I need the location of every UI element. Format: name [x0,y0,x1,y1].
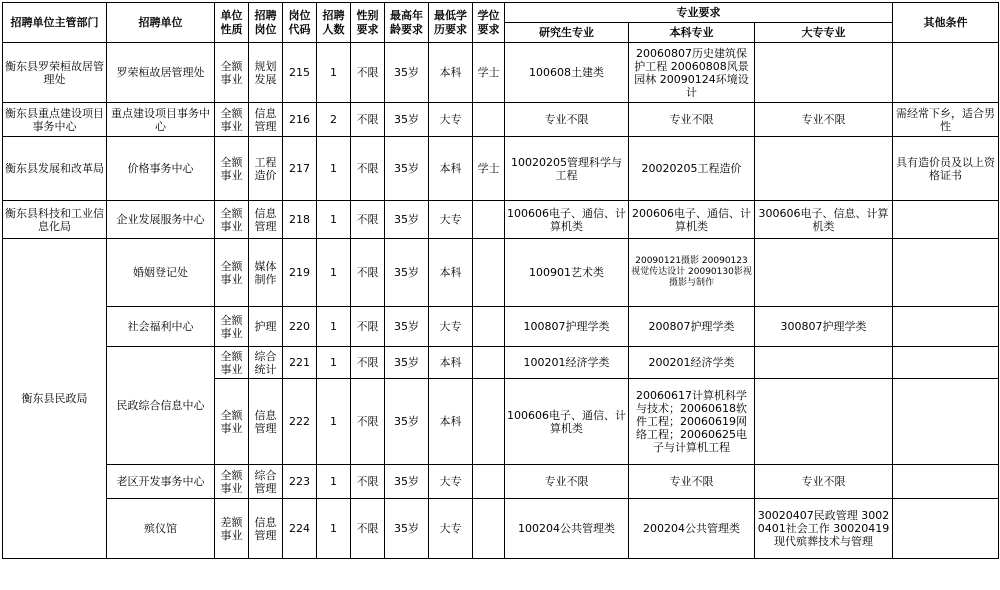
cell-grad: 100901艺术类 [505,239,629,307]
header-gender: 性别要求 [351,3,385,43]
cell-gender: 不限 [351,379,385,465]
cell-edu: 大专 [429,103,473,137]
cell-age: 35岁 [385,201,429,239]
cell-gender: 不限 [351,201,385,239]
cell-post: 工程造价 [249,137,283,201]
cell-gender: 不限 [351,137,385,201]
cell-count: 1 [317,307,351,347]
cell-bachelor: 200204公共管理类 [629,499,755,559]
cell-gender: 不限 [351,103,385,137]
cell-count: 1 [317,43,351,103]
cell-gender: 不限 [351,499,385,559]
cell-college [755,43,893,103]
cell-degree [473,379,505,465]
cell-college: 专业不限 [755,103,893,137]
header-other: 其他条件 [893,3,999,43]
cell-edu: 大专 [429,465,473,499]
cell-edu: 本科 [429,239,473,307]
cell-grad: 100201经济学类 [505,347,629,379]
table-row [3,43,999,103]
cell-degree [473,239,505,307]
cell-degree [473,465,505,499]
cell-unit: 社会福利中心 [107,307,215,347]
cell-gender: 不限 [351,465,385,499]
cell-nature: 全额事业 [215,103,249,137]
cell-bachelor: 200807护理学类 [629,307,755,347]
cell-count: 1 [317,137,351,201]
cell-degree: 学士 [473,137,505,201]
cell-nature: 全额事业 [215,137,249,201]
cell-dept: 衡东县科技和工业信息化局 [3,201,107,239]
cell-code: 218 [283,201,317,239]
cell-other [893,43,999,103]
cell-college [755,347,893,379]
cell-degree [473,307,505,347]
header-edu: 最低学历要求 [429,3,473,43]
cell-other: 需经常下乡，适合男性 [893,103,999,137]
cell-post: 信息管理 [249,499,283,559]
cell-code: 221 [283,347,317,379]
cell-post: 信息管理 [249,103,283,137]
table-row [3,103,999,137]
cell-age: 35岁 [385,307,429,347]
cell-post: 媒体制作 [249,239,283,307]
cell-count: 1 [317,465,351,499]
cell-code: 223 [283,465,317,499]
cell-bachelor: 200201经济学类 [629,347,755,379]
cell-count: 1 [317,347,351,379]
cell-grad: 专业不限 [505,103,629,137]
header-nature: 单位性质 [215,3,249,43]
cell-grad: 100204公共管理类 [505,499,629,559]
header-college: 大专专业 [755,23,893,43]
table-row [3,239,999,307]
cell-code: 224 [283,499,317,559]
cell-gender: 不限 [351,347,385,379]
cell-college: 300807护理学类 [755,307,893,347]
cell-post: 信息管理 [249,379,283,465]
table-row [3,499,999,559]
cell-post: 护理 [249,307,283,347]
cell-degree: 学士 [473,43,505,103]
cell-code: 220 [283,307,317,347]
header-major-group: 专业要求 [505,3,893,23]
cell-edu: 大专 [429,499,473,559]
cell-unit: 企业发展服务中心 [107,201,215,239]
cell-post: 规划发展 [249,43,283,103]
table-row [3,137,999,201]
cell-degree [473,499,505,559]
cell-gender: 不限 [351,43,385,103]
cell-other [893,201,999,239]
cell-unit: 婚姻登记处 [107,239,215,307]
cell-age: 35岁 [385,379,429,465]
cell-grad: 100606电子、通信、计算机类 [505,201,629,239]
cell-nature: 全额事业 [215,239,249,307]
cell-bachelor: 200606电子、通信、计算机类 [629,201,755,239]
cell-dept: 衡东县发展和改革局 [3,137,107,201]
cell-edu: 本科 [429,137,473,201]
cell-dept: 衡东县重点建设项目事务中心 [3,103,107,137]
cell-college: 300606电子、信息、计算机类 [755,201,893,239]
cell-college [755,137,893,201]
cell-age: 35岁 [385,465,429,499]
cell-edu: 本科 [429,379,473,465]
table-row [3,347,999,379]
cell-college: 专业不限 [755,465,893,499]
table-row [3,201,999,239]
cell-edu: 本科 [429,43,473,103]
table-row [3,465,999,499]
header-unit: 招聘单位 [107,3,215,43]
cell-post: 综合统计 [249,347,283,379]
cell-grad: 100606电子、通信、计算机类 [505,379,629,465]
header-bachelor: 本科专业 [629,23,755,43]
cell-nature: 全额事业 [215,379,249,465]
cell-degree [473,103,505,137]
cell-age: 35岁 [385,103,429,137]
cell-nature: 全额事业 [215,43,249,103]
cell-college [755,379,893,465]
header-post: 招聘岗位 [249,3,283,43]
cell-dept: 衡东县罗荣桓故居管理处 [3,43,107,103]
cell-count: 1 [317,239,351,307]
cell-college [755,239,893,307]
cell-nature: 差额事业 [215,499,249,559]
cell-grad: 10020205管理科学与工程 [505,137,629,201]
cell-degree [473,201,505,239]
cell-edu: 本科 [429,347,473,379]
header-age: 最高年龄要求 [385,3,429,43]
cell-grad: 100807护理学类 [505,307,629,347]
cell-unit: 重点建设项目事务中心 [107,103,215,137]
cell-count: 1 [317,201,351,239]
cell-count: 2 [317,103,351,137]
cell-gender: 不限 [351,239,385,307]
cell-bachelor: 专业不限 [629,103,755,137]
cell-grad: 100608土建类 [505,43,629,103]
cell-code: 217 [283,137,317,201]
cell-count: 1 [317,499,351,559]
cell-unit: 民政综合信息中心 [107,347,215,465]
cell-bachelor: 20060807历史建筑保护工程 20060808风景园林 20090124环境设计 [629,43,755,103]
cell-edu: 大专 [429,201,473,239]
cell-college: 30020407民政管理 30020401社会工作 30020419现代殡葬技术与管理 [755,499,893,559]
cell-post: 信息管理 [249,201,283,239]
cell-other [893,499,999,559]
table-row [3,307,999,347]
cell-code: 215 [283,43,317,103]
cell-unit: 殡仪馆 [107,499,215,559]
cell-other: 具有造价员及以上资格证书 [893,137,999,201]
cell-bachelor: 20090121摄影 20090123视觉传达设计 20090130影视摄影与制作 [629,239,755,307]
cell-other [893,347,999,379]
cell-bachelor: 专业不限 [629,465,755,499]
cell-nature: 全额事业 [215,307,249,347]
cell-degree [473,347,505,379]
cell-bachelor: 20060617计算机科学与技术；20060618软件工程；20060619网络工程；20060625电子与计算机工程 [629,379,755,465]
cell-other [893,239,999,307]
cell-unit: 罗荣桓故居管理处 [107,43,215,103]
cell-nature: 全额事业 [215,201,249,239]
cell-age: 35岁 [385,239,429,307]
header-dept: 招聘单位主管部门 [3,3,107,43]
cell-nature: 全额事业 [215,465,249,499]
header-degree: 学位要求 [473,3,505,43]
header-code: 岗位代码 [283,3,317,43]
header-grad: 研究生专业 [505,23,629,43]
cell-grad: 专业不限 [505,465,629,499]
cell-code: 219 [283,239,317,307]
cell-age: 35岁 [385,347,429,379]
cell-code: 222 [283,379,317,465]
cell-dept: 衡东县民政局 [3,239,107,559]
cell-post: 综合管理 [249,465,283,499]
cell-gender: 不限 [351,307,385,347]
cell-other [893,465,999,499]
cell-nature: 全额事业 [215,347,249,379]
cell-unit: 价格事务中心 [107,137,215,201]
cell-unit: 老区开发事务中心 [107,465,215,499]
header-count: 招聘人数 [317,3,351,43]
cell-age: 35岁 [385,43,429,103]
cell-count: 1 [317,379,351,465]
cell-code: 216 [283,103,317,137]
cell-bachelor: 20020205工程造价 [629,137,755,201]
cell-other [893,379,999,465]
cell-other [893,307,999,347]
cell-edu: 大专 [429,307,473,347]
cell-age: 35岁 [385,499,429,559]
recruitment-table [2,2,999,559]
cell-age: 35岁 [385,137,429,201]
